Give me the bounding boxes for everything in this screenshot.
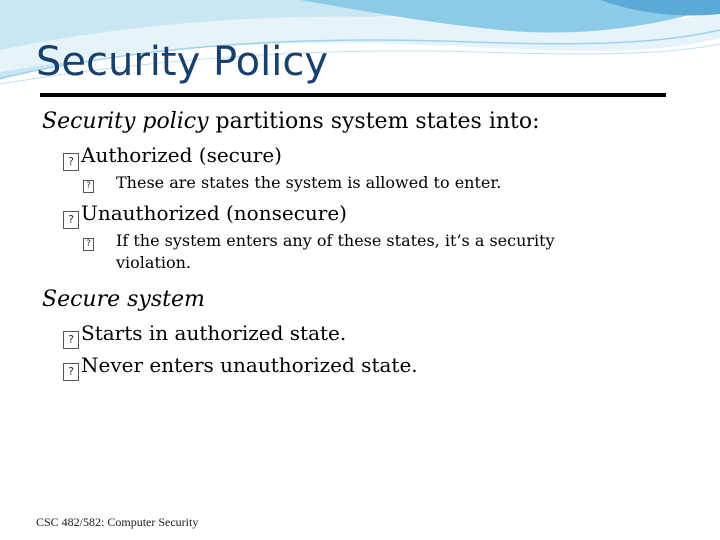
small-box-icon: ? [83,180,94,193]
list-item-unauthorized-text: Unauthorized (nonsecure) [81,201,347,225]
missing-glyph-box-icon: ? [63,211,79,229]
slide-footer: CSC 482/582: Computer Security [36,515,199,529]
security-policy-heading-rest: partitions system states into: [208,109,540,134]
missing-glyph-box-icon: ? [63,331,79,349]
security-policy-term: Security policy [42,109,209,134]
sub-item-unauthorized-text: If the system enters any of these states, it’s a security violation. [116,231,555,272]
list-item-authorized [63,142,682,168]
list-item-authorized-text: Authorized (secure) [81,143,282,167]
sub-item-authorized-desc [83,172,616,194]
section-heading-security-policy [42,108,682,136]
list-item-unauthorized [63,200,682,226]
list-item-starts-authorized [63,320,682,346]
sub-item-authorized-text: These are states the system is allowed to enter. [116,173,502,192]
sub-item-unauthorized-desc [83,230,616,274]
list-item-never-unauthorized-text: Never enters unauthorized state. [81,353,418,377]
slide-content [42,108,682,378]
slide-title: Security Policy [36,39,329,85]
list-item-starts-authorized-text: Starts in authorized state. [81,321,347,345]
small-box-icon: ? [83,238,94,251]
missing-glyph-box-icon: ? [63,363,79,381]
missing-glyph-box-icon [83,230,96,252]
secure-system-term: Secure system [42,287,205,312]
missing-glyph-box-icon: ? [63,153,79,171]
section-heading-secure-system [42,286,682,314]
missing-glyph-box-icon [83,172,96,194]
list-item-never-unauthorized [63,352,682,378]
title-underline [40,93,666,97]
